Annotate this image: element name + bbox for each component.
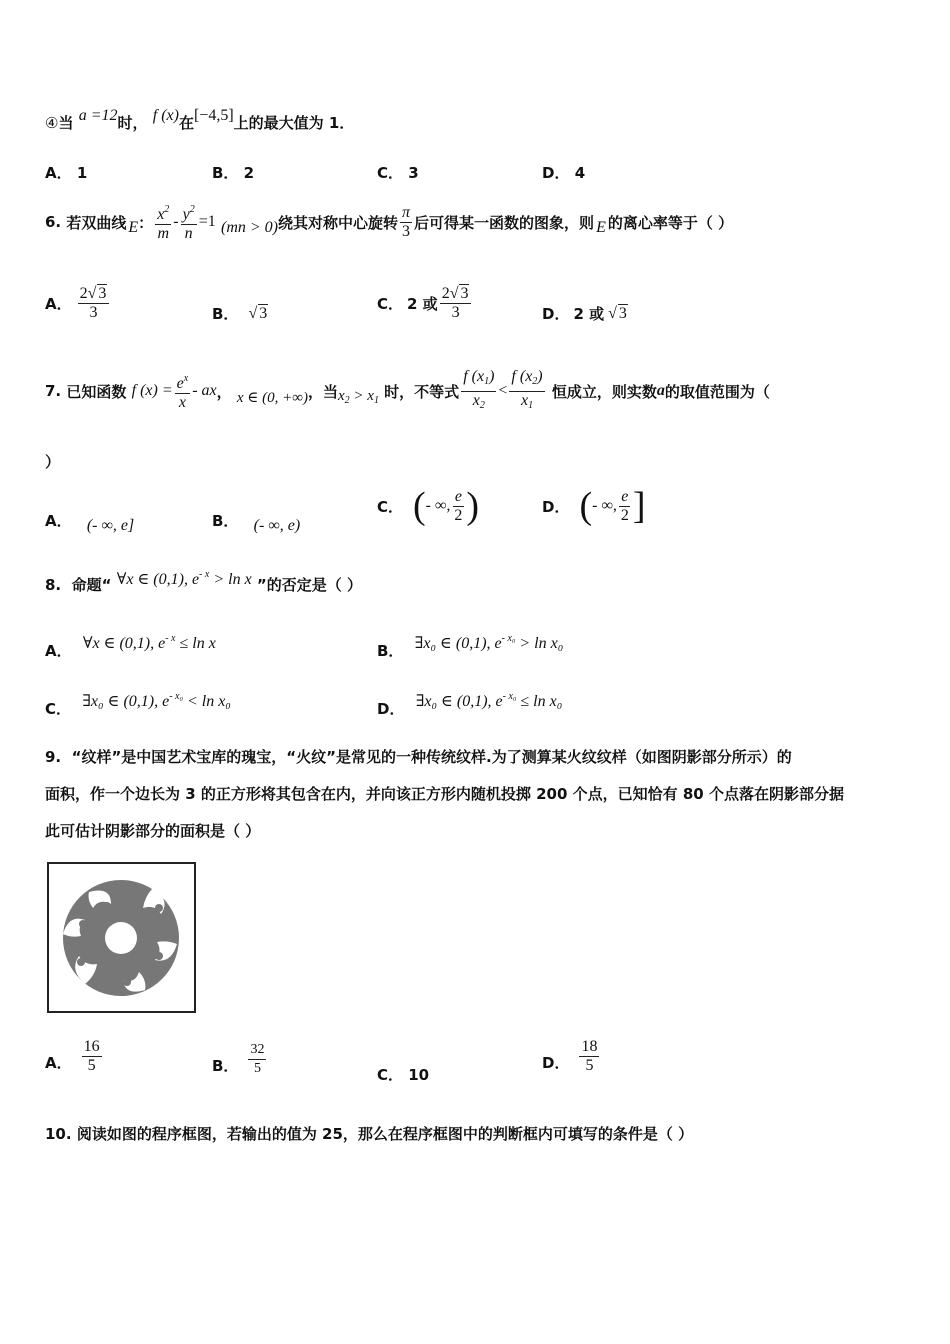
q5-option-a[interactable]	[45, 162, 87, 183]
bracket-left: (	[413, 485, 426, 527]
question-number: 9.	[45, 748, 62, 766]
q7-option-a[interactable]	[45, 510, 135, 534]
q9-option-c[interactable]	[377, 1064, 429, 1085]
bracket-right: )	[466, 485, 480, 527]
option-value: 3	[408, 164, 419, 182]
q9-option-a[interactable]	[45, 1038, 104, 1075]
option-letter: D．	[377, 700, 405, 718]
option-value: 2	[243, 164, 255, 182]
question-number: 10.	[45, 1125, 72, 1143]
option-letter: D．	[542, 497, 570, 516]
option-letter: B．	[212, 305, 239, 323]
q9-stem-line3: 此可估计阴影部分的面积是（ ）	[45, 822, 261, 840]
math-a-eq: a =12	[78, 107, 118, 124]
q8-option-d[interactable]	[377, 690, 563, 718]
q9-option-d[interactable]	[542, 1038, 601, 1075]
q5-option-c[interactable]	[377, 162, 419, 183]
frac: $\frac{e}{2}$	[454, 487, 463, 524]
sqrt-value: √ 3	[608, 305, 627, 322]
option-letter: D．	[542, 305, 570, 323]
text: 在	[178, 114, 194, 132]
q6-option-c[interactable]	[377, 284, 473, 322]
q7-option-b[interactable]	[212, 510, 301, 534]
math-minus-ax: - ax	[192, 382, 217, 399]
text: 若双曲线	[66, 213, 127, 232]
math-condition: (mn > 0)	[221, 219, 279, 236]
option-letter: B．	[212, 1057, 239, 1075]
math-proposition: ∀x ∈ (0,1), $e^{- x} > \ln x$	[116, 569, 252, 588]
text: 恒成立，则实数	[551, 382, 657, 401]
text: 时，不等式	[384, 382, 460, 401]
option-letter: A．	[45, 512, 72, 530]
math-condition: $x_2 > x_1$	[337, 388, 379, 406]
option-value: (- ∞, e]	[86, 517, 135, 534]
frac: $\frac{2√ 3}{3}$	[78, 284, 110, 322]
frac-pi-3: $\frac{\pi}{3}$	[402, 203, 411, 240]
q6-option-b[interactable]	[212, 303, 268, 324]
q5-option-d[interactable]	[542, 162, 585, 183]
q9-option-b[interactable]	[212, 1041, 268, 1078]
text: 的取值范围为（	[664, 382, 770, 401]
math-fx-eq: f (x) =	[131, 382, 173, 399]
math-E: E	[128, 219, 139, 236]
question-number: 7.	[45, 382, 62, 400]
q8-option-c[interactable]	[45, 690, 231, 718]
option-letter: A．	[45, 164, 72, 182]
q7-option-c[interactable]	[377, 486, 479, 526]
option-value: ∃x₀ ∈ (0,1), $e^{- x_0} > \ln x_0$	[414, 633, 564, 652]
bracket-left: (	[579, 485, 593, 527]
text: 后可得某一函数的图象，则	[414, 213, 595, 232]
circle-number: ④	[45, 114, 59, 132]
text: 当	[58, 114, 74, 132]
text: 时，	[117, 114, 148, 132]
math-domain: x ∈ (0, +∞)	[236, 389, 308, 406]
text: 阅读如图的程序框图，若输出的值为 25，那么在程序框图中的判断框内可填写的条件是（ ）	[76, 1125, 694, 1143]
option-value: ∃x₀ ∈ (0,1), $e^{- x_0} < \ln x_0$	[82, 691, 231, 710]
option-letter: C．	[377, 497, 404, 516]
math-fx: f (x)	[152, 107, 179, 124]
option-value: ∃x₀ ∈ (0,1), $e^{- x_0} \le \ln x_0$	[415, 691, 563, 710]
option-letter: D．	[542, 1054, 570, 1072]
q7-stem-close: ）	[45, 453, 61, 471]
q8-option-b[interactable]	[377, 632, 564, 660]
frac: $\frac{2√ 3}{3}$	[440, 284, 472, 322]
q9-figure-frame	[47, 862, 196, 1013]
option-prefix: 2 或	[407, 294, 438, 313]
option-letter: A．	[45, 642, 72, 660]
math-E: E	[596, 219, 606, 236]
question-number: 8.	[45, 576, 62, 594]
option-value: 10	[408, 1066, 430, 1084]
q5-statement-4	[45, 107, 355, 133]
option-value: ∀x ∈ (0,1), $e^{- x} \le \ln x$	[82, 633, 216, 652]
option-letter: C．	[377, 294, 404, 313]
text: 已知函数	[66, 382, 127, 401]
text: 绕其对称中心旋转	[278, 213, 399, 232]
option-value: 1	[76, 164, 88, 182]
text: ，	[216, 382, 232, 401]
q6-option-d[interactable]	[542, 303, 628, 324]
option-letter: C．	[377, 164, 404, 182]
text: ，当	[307, 382, 338, 401]
q7-option-d[interactable]	[542, 486, 646, 526]
q8-option-a[interactable]	[45, 632, 216, 660]
text: 命题“	[71, 576, 112, 594]
q9-stem-line1	[45, 746, 792, 767]
option-prefix: 2 或	[573, 305, 605, 323]
option-value: (- ∞, e)	[253, 517, 301, 534]
option-inner: - ∞,	[592, 497, 617, 514]
text: ”的否定是（ ）	[256, 576, 362, 594]
q6-stem	[45, 200, 733, 244]
text: 上的最大值为 1．	[233, 114, 355, 132]
option-inner: - ∞,	[425, 497, 451, 514]
q8-stem	[45, 569, 362, 595]
text: “纹样”是中国艺术宝库的瑰宝，“火纹”是常见的一种传统纹样.为了测算某火纹纹样（如图阴影部分所示）的	[71, 748, 792, 766]
frac-x2-m: $\frac{x^2}{m}$	[155, 201, 171, 243]
frac: $\frac{16}{5}$	[83, 1038, 100, 1074]
option-letter: A．	[45, 1054, 72, 1072]
fire-pattern-icon	[49, 864, 194, 1011]
bracket-right: ]	[632, 485, 646, 527]
math-eq1: =1	[198, 213, 216, 230]
q6-option-a[interactable]	[45, 284, 111, 322]
q10-stem	[45, 1123, 693, 1144]
frac: $\frac{18}{5}$	[581, 1038, 598, 1074]
option-letter: B．	[377, 642, 404, 660]
sqrt-value: √ 3	[248, 305, 268, 322]
math-interval: [−4,5]	[193, 107, 234, 124]
frac: $\frac{32}{5}$	[250, 1042, 265, 1076]
option-letter: B．	[212, 164, 239, 182]
question-number: 6.	[45, 213, 62, 231]
frac-y2-n: $\frac{y^2}{n}$	[181, 201, 197, 243]
option-letter: C．	[377, 1066, 404, 1084]
frac-fx1-x2: $\frac{f (x_1)}{x_2}$	[463, 367, 495, 411]
option-letter: A．	[45, 294, 72, 313]
math-a: a	[656, 382, 665, 399]
math-lt: <	[498, 382, 508, 399]
frac: $\frac{e}{2}$	[620, 487, 629, 524]
option-letter: C．	[45, 700, 72, 718]
frac-ex-x: $\frac{e^x}{x}$	[175, 370, 191, 412]
text: ：	[138, 213, 154, 232]
q7-stem	[45, 366, 770, 416]
option-letter: B．	[212, 512, 239, 530]
q5-option-b[interactable]	[212, 162, 254, 183]
math-minus: -	[173, 213, 179, 230]
frac-fx2-x1: $\frac{f (x_2)}{x_1}$	[511, 367, 543, 411]
option-value: 4	[574, 164, 586, 182]
text: 的离心率等于（ ）	[607, 213, 734, 232]
q9-stem-line2: 面积，作一个边长为 3 的正方形将其包含在内，并向该正方形内随机投掷 200 个点，已知恰有 80 个点落在阴影部分据	[45, 785, 844, 803]
option-letter: D．	[542, 164, 570, 182]
